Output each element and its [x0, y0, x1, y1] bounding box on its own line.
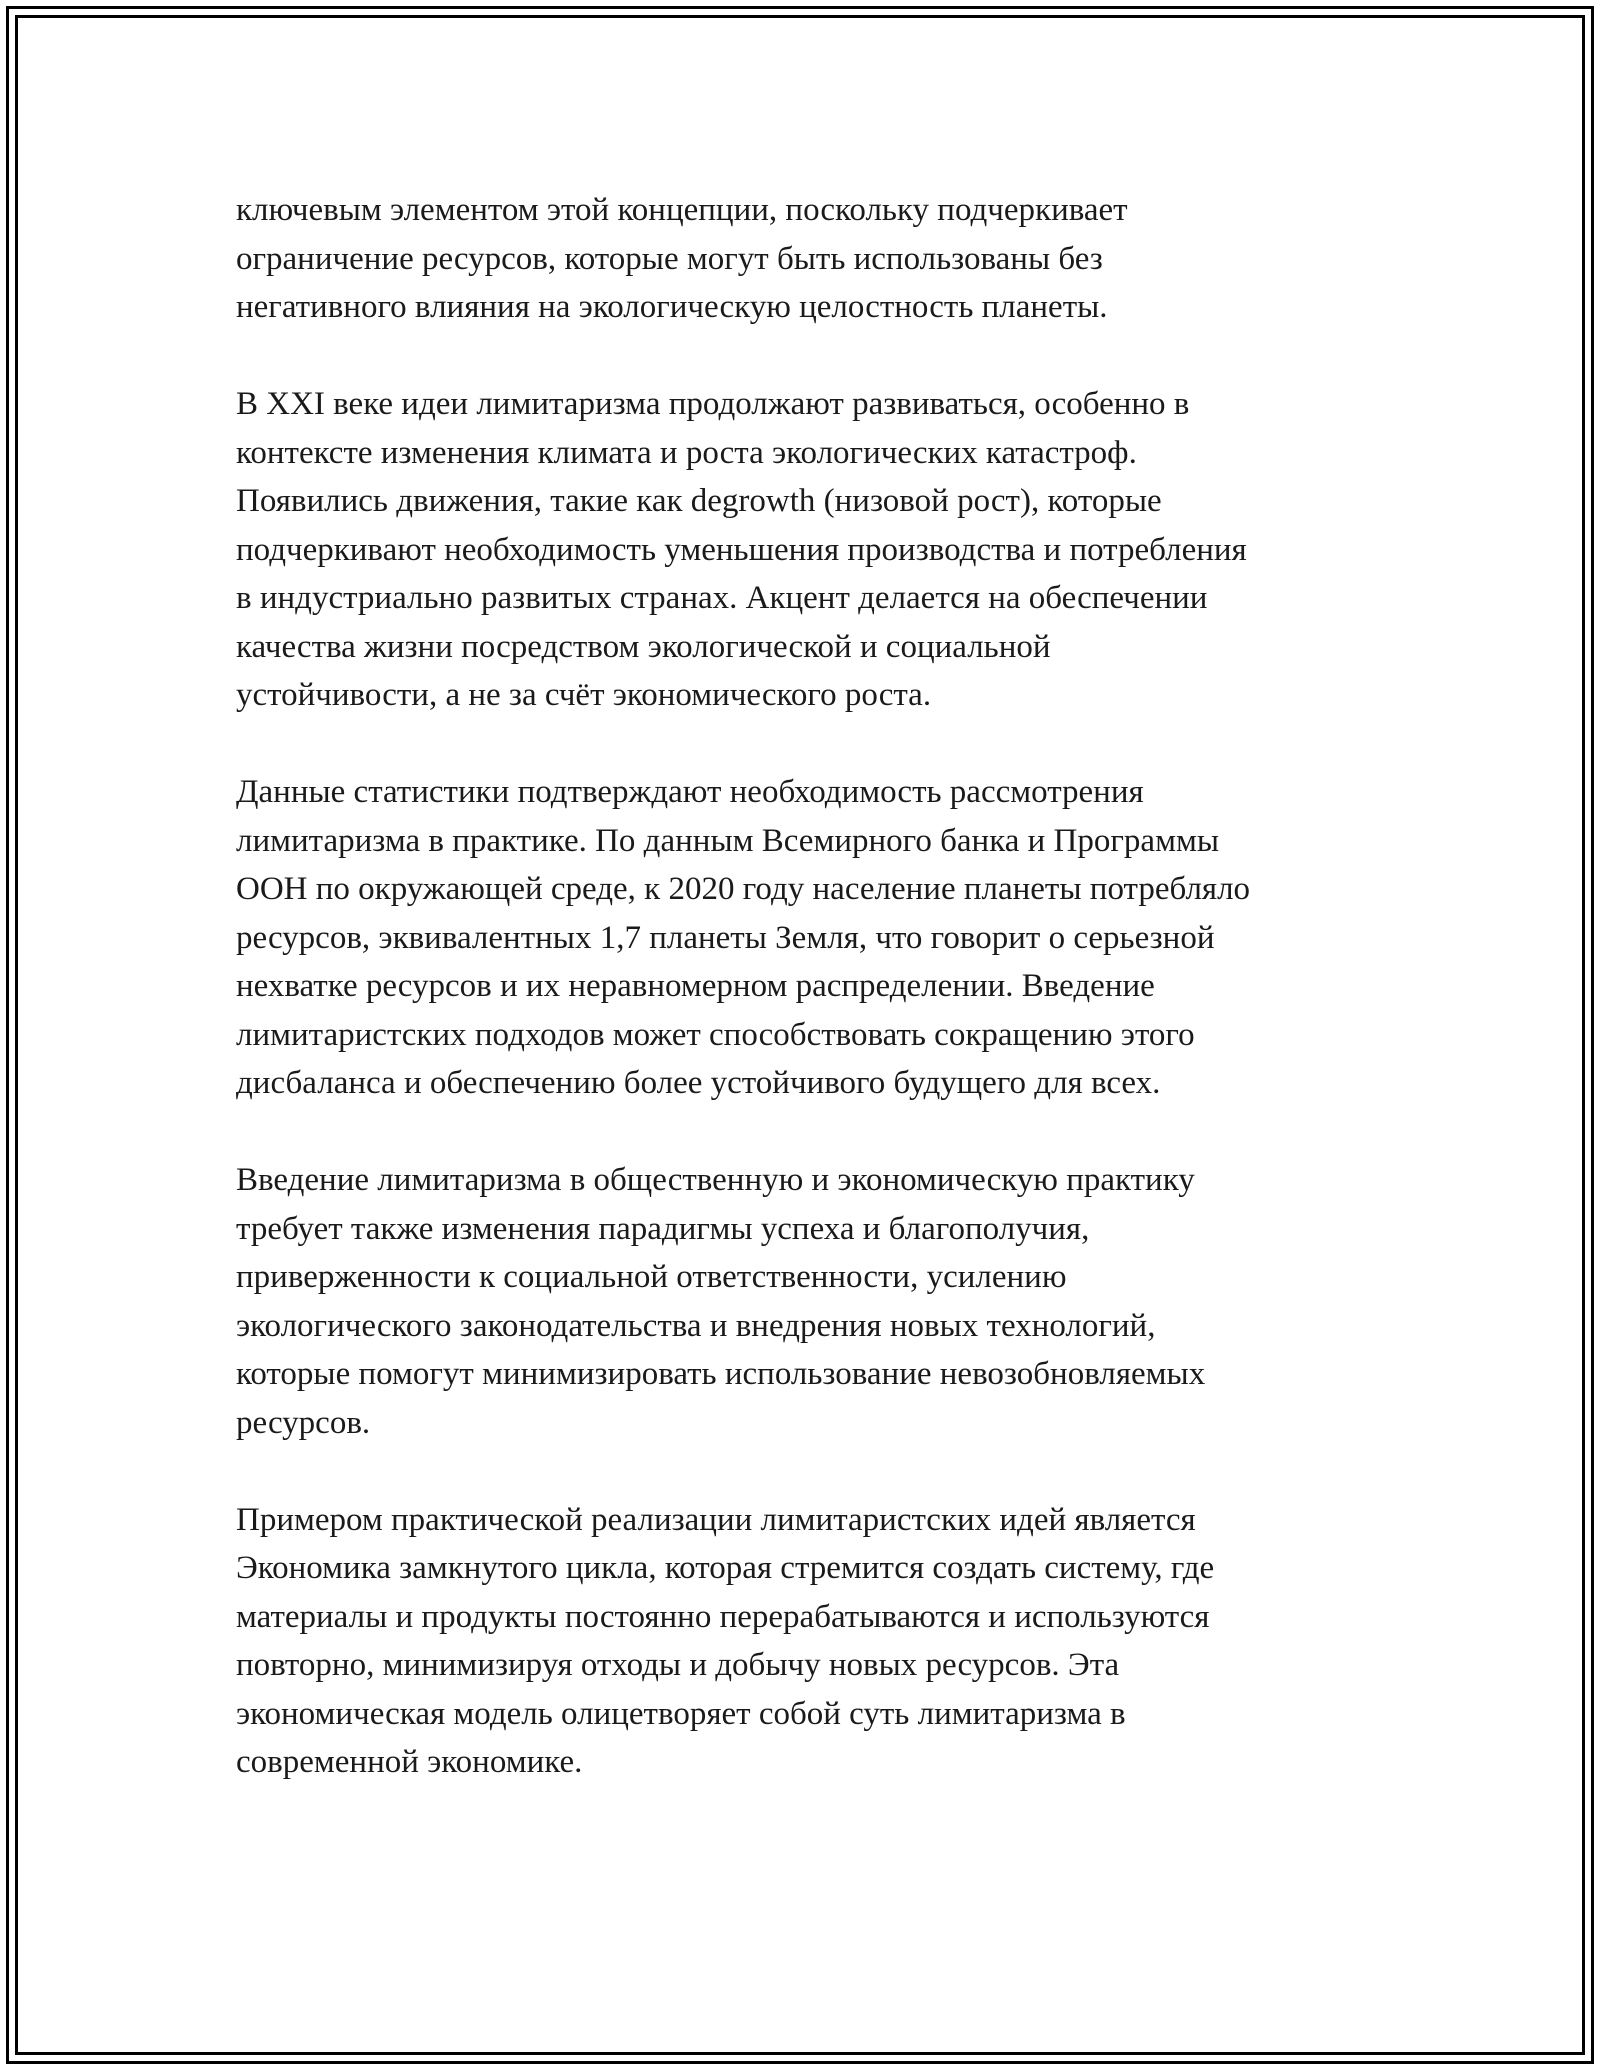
paragraph-2: В XXI веке идеи лимитаризма продолжают развиваться, особенно в контексте изменения климата и роста экологических катастроф. Появились движения, такие как degrowth (низовой рост), которые подчеркивают необходимость уменьшения производства и потребления в индустриально развитых странах. Акцент делается на обеспечении качества жизни посредством экологической и социальной устойчивости, а не за счёт экономического роста. — [236, 386, 1247, 713]
paragraph-4: Введение лимитаризма в общественную и экономическую практику требует также изменения парадигмы успеха и благополучия, приверженности к социальной ответственности, усилению экологического законодательства и внедрения новых технологий, которые помогут минимизировать использование невозобновляемых ресурсов. — [236, 1162, 1206, 1441]
document-body — [236, 186, 1386, 1835]
paragraph-1: ключевым элементом этой концепции, поскольку подчеркивает ограничение ресурсов, которые могут быть использованы без негативного влияния на экологическую целостность планеты. — [236, 192, 1128, 325]
paragraph-5: Примером практической реализации лимитаристских идей является Экономика замкнутого цикла, которая стремится создать систему, где материалы и продукты постоянно перерабатываются и используются повторно, минимизируя отходы и добычу новых ресурсов. Эта экономическая модель олицетворяет собой суть лимитаризма в современной экономике. — [236, 1501, 1215, 1780]
paragraph-3: Данные статистики подтверждают необходимость рассмотрения лимитаризма в практике. По данным Всемирного банка и Программы ООН по окружающей среде, к 2020 году население планеты потребляло ресурсов, эквивалентных 1,7 планеты Земля, что говорит о серьезной нехватке ресурсов и их неравномерном распределении. Введение лимитаристских подходов может способствовать сокращению этого дисбаланса и обеспечению более устойчивого будущего для всех. — [236, 774, 1251, 1101]
